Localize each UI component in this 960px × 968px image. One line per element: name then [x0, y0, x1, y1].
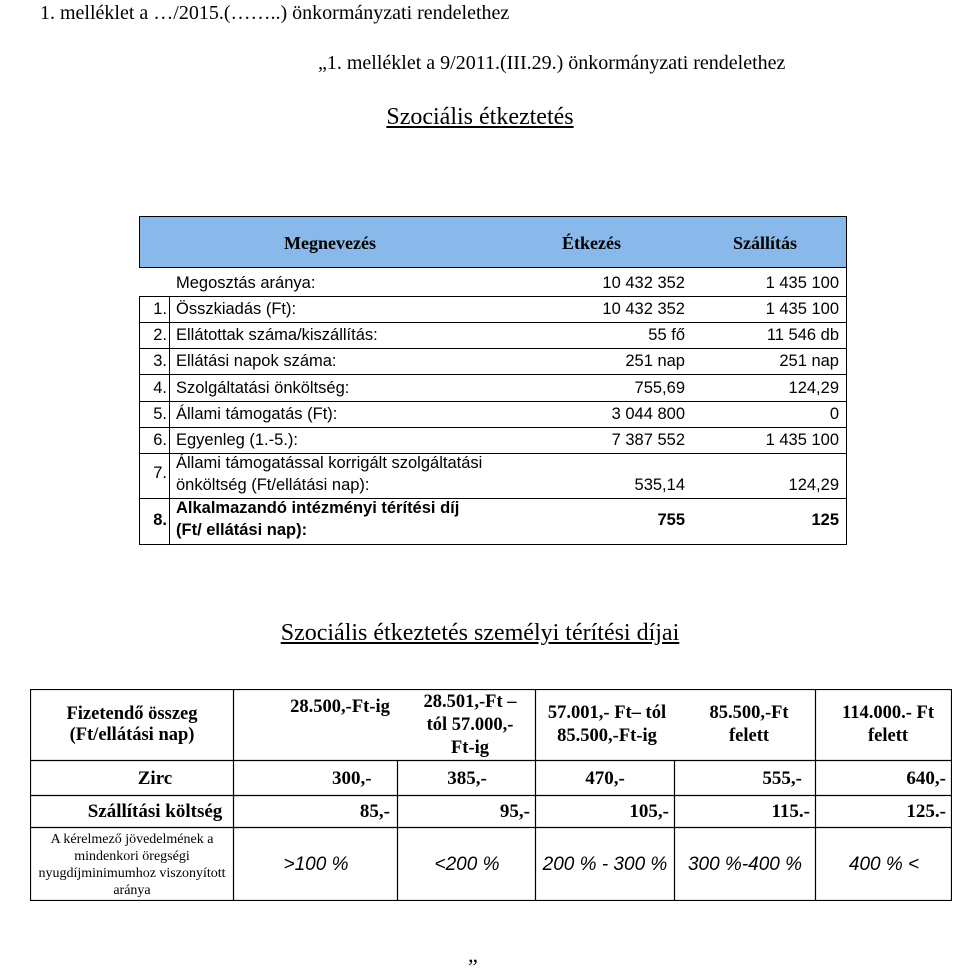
row-number: 1. — [153, 300, 167, 318]
col-header-megnevezes: Megnevezés — [284, 233, 376, 253]
fee-header-label: Fizetendő összeg (Ft/ellátási nap) — [66, 704, 198, 745]
header-line-2: „1. melléklet a 9/2011.(III.29.) önkormányzati rendelethez — [318, 52, 786, 74]
row-etkezes: 251 nap — [625, 352, 685, 370]
row-label: Megosztás aránya: — [176, 274, 316, 292]
col-header-szallitas: Szállítás — [733, 233, 798, 253]
row-label: Ellátási napok száma: — [176, 352, 337, 370]
row-szallitas: 251 nap — [779, 352, 839, 370]
row-label: Állami támogatás (Ft): — [176, 405, 338, 423]
fee-value: 640,- — [906, 767, 946, 789]
row-label-zirc: Zirc — [137, 767, 173, 789]
row-etkezes: 755,69 — [634, 379, 685, 397]
row-etkezes: 3 044 800 — [611, 405, 685, 423]
fee-value: 470,- — [585, 767, 625, 789]
fee-value: 85,- — [359, 801, 390, 822]
row-etkezes: 755 — [657, 511, 685, 529]
col-header-etkezes: Étkezés — [562, 233, 621, 253]
fee-table — [30, 689, 952, 901]
row-label: Szolgáltatási önköltség: — [176, 379, 350, 397]
fee-value: 385,- — [447, 767, 487, 789]
row-etkezes: 7 387 552 — [611, 431, 685, 449]
row-label-line-1: Alkalmazandó intézményi térítési díj — [176, 499, 460, 517]
row-label-szallitasi-koltseg: Szállítási költség — [87, 801, 223, 822]
ratio-value: <200 % — [434, 853, 500, 875]
row-etkezes: 10 432 352 — [602, 274, 685, 292]
row-label-line-2: önköltség (Ft/ellátási nap): — [176, 476, 370, 494]
fee-value: 95,- — [499, 801, 530, 822]
table-row — [139, 454, 847, 498]
band-2: 28.501,-Ft – tól 57.000,- Ft-ig — [423, 691, 517, 758]
row-szallitas: 1 435 100 — [765, 431, 839, 449]
row-label-line-1: Állami támogatással korrigált szolgáltatási — [176, 454, 483, 472]
row-label: Egyenleg (1.-5.): — [176, 431, 298, 449]
ratio-value: 300 %-400 % — [687, 853, 803, 875]
row-szallitas: 11 546 db — [766, 326, 839, 344]
row-number: 5. — [153, 405, 167, 423]
section-title-etkeztetes: Szociális étkeztetés — [386, 104, 574, 130]
ratio-label: A kérelmező jövedelmének a mindenkori öregségi nyugdíjminimumhoz viszonyított aránya — [38, 831, 226, 898]
band-4: 85.500,-Ft felett — [709, 703, 789, 746]
row-label: Összkiadás (Ft): — [176, 300, 297, 318]
row-number: 8. — [153, 511, 167, 529]
fee-value: 555,- — [762, 767, 802, 789]
ratio-value: 400 % < — [848, 853, 920, 875]
cost-table-header — [139, 216, 847, 268]
band-3: 57.001,- Ft– tól 85.500,-Ft-ig — [547, 703, 667, 746]
row-szallitas: 1 435 100 — [765, 274, 839, 292]
section-title-teritesi-dijak: Szociális étkeztetés személyi térítési díjai — [280, 620, 680, 646]
header-line-1: 1. melléklet a …/2015.(……..) önkormányzati rendelethez — [40, 2, 510, 24]
fee-value: 125.- — [906, 801, 946, 822]
row-etkezes: 10 432 352 — [602, 300, 685, 318]
ratio-value: >100 % — [283, 853, 349, 875]
fee-value: 300,- — [332, 767, 372, 789]
row-number: 7. — [153, 464, 167, 482]
table-row — [139, 499, 847, 544]
row-szallitas: 0 — [829, 405, 839, 423]
closing-quote-mark: „ — [468, 942, 478, 967]
ratio-value: 200 % - 300 % — [542, 853, 668, 875]
row-number: 6. — [153, 431, 167, 449]
row-number: 2. — [153, 326, 167, 344]
row-szallitas: 124,29 — [788, 379, 839, 397]
band-5: 114.000.- Ft felett — [842, 703, 934, 746]
row-label: Ellátottak száma/kiszállítás: — [176, 326, 378, 344]
fee-value: 105,- — [629, 801, 669, 822]
row-szallitas: 125 — [811, 511, 839, 529]
row-etkezes: 55 fő — [648, 326, 685, 344]
row-szallitas: 124,29 — [788, 476, 839, 494]
row-szallitas: 1 435 100 — [765, 300, 839, 318]
row-number: 4. — [153, 379, 167, 397]
row-etkezes: 535,14 — [634, 476, 685, 494]
band-1: 28.500,-Ft-ig — [290, 696, 390, 717]
row-number: 3. — [153, 352, 167, 370]
row-label-line-2: (Ft/ ellátási nap): — [176, 521, 308, 539]
fee-value: 115.- — [771, 801, 810, 822]
